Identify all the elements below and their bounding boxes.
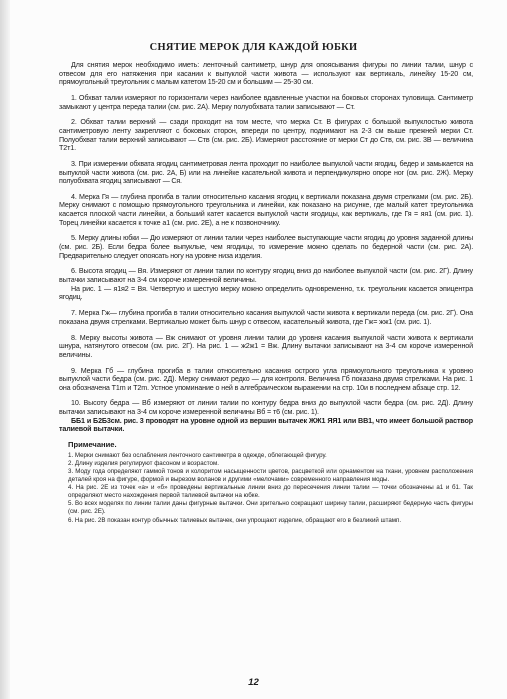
note-item: 4. На рис. 2Е из точек «а» и «б» проведены вертикальные линии вниз до пересечения линии талии — точки обозначены а1 и б1. Так определяют место нахождения первой талиевой вытачки на юбке. — [68, 484, 473, 500]
paragraph-hip-girth: 3. При измерении обхвата ягодиц сантиметровая лента проходит по наиболее выпуклой части ягодиц, бедер и замыкается на выпуклой части живота (см. рис. 2А, Б) или на линейке касательной живота и перпендикулярно опоре ног (см. рис. 2Ж). Мерку полуобхвата ягодиц записывают — Ся. — [59, 159, 473, 186]
note-item: 2. Длину изделия регулируют фасоном и возрастом. — [68, 460, 219, 468]
page-title: СНЯТИЕ МЕРОК ДЛЯ КАЖДОЙ ЮБКИ — [149, 42, 358, 53]
note-item: 3. Моду года определяют гаммой тонов и колоритом насыщенности цветов, расцветкой или орнаментом на ткани, уровнем расположения деталей кроя на фигуре, формой и вырезом воланов и другими «мелочами» современного направления моды. — [68, 468, 473, 484]
paragraph-hip-height: 6. Высота ягодиц — Вя. Измеряют от линии талии по контуру ягодиц вниз до наиболее выпуклой части (см. рис. 2Г). Длину вытачки записывают на 3-4 см короче измеренной величины. — [59, 267, 473, 284]
paragraph-upper-waist-girth: 2. Обхват талии верхний — сзади проходит на том месте, что мерка Ст. В фигурах с большой выпуклостью живота сантиметровую ленту закрепляют с боковых сторон, впереди по центру, поднимают на 2-3 см выше прежней мерки Ст. Полуобхват талии верхний записывают — Ств (см. рис. 2Б). Измеряют расстояние от мерки Ст до Ств, см. рис. 3В — величина Т2т1. — [59, 118, 473, 153]
paragraph-thigh-depth: 9. Мерка Гб — глубина прогиба в талии относительно касания острого угла прямоугольного треугольника к уровню выпуклой части бедра (см. рис. 2Д). Мерку снимают редко — для контроля. Величина Гб показана двумя стрелками. На рис. 1 она обозначена Т1m и Т2m. Устное упоминание о ней в алгебраическом выражении на стр. 10и в последнем абзаце стр. 12. — [59, 366, 473, 392]
paragraph-belly-height: 8. Мерку высоты живота — Вж снимают от уровня линии талии до уровня касания выпуклой части живота к вертикали шнура, натянутого отвесом (см. рис. 2Г). На рис. 1 — ж2ж1 = Вж. Длину вытачки записывают на 3-4 см короче измеренной величины. — [59, 333, 473, 359]
page-content — [59, 61, 473, 525]
paragraph-belly-depth: 7. Мерка Гж— глубина прогиба в талии относительно касания выпуклой части живота к вертикали переда (см. рис. 2Г). Она показана двумя стрелками. Вертикалью может быть шнур с отвесом, касательный живота, где Гж= жж1 (см. рис. 1). — [59, 309, 473, 326]
paragraph-skirt-length: 5. Мерку длины юбки — Дю измеряют от линии талии через наиболее выступающие части ягодиц до уровня заданной длины (см. рис. 2Б). Если бедра более выпуклые, чем ягодицы, то измерение можно сделать по бедерной части (см. рис. 2А). Предварительно следует опоясать ногу на уровне низа изделия. — [59, 234, 473, 260]
paragraph-thigh-height: 10. Высоту бедра — Вб измеряют от линии талии по контуру бедра вниз до выпуклой части бедра (см. рис. 2Д). Длину вытачки записывают на 3-4 см короче измеренной величины Вб = т6 (см. рис. 1). — [59, 399, 473, 417]
paragraph-hip-height-note: На рис. 1 — я1я2 = Вя. Четвертую и шестую мерку можно определить одновременно, т.к. треугольник касается эпицентра ягодиц. — [59, 284, 473, 302]
notes-list — [59, 452, 473, 525]
note-item: 6. На рис. 2В показан контур обычных талиевых вытачек, они упрощают изделие, обращают его в безликий штамп. — [68, 516, 402, 524]
page-binding-shadow — [0, 0, 10, 699]
note-item: 1. Мерки снимают без ослабления ленточного сантиметра в одежде, облегающей фигуру. — [68, 451, 327, 459]
intro-paragraph: Для снятия мерок необходимо иметь: ленточный сантиметр, шнур для опоясывания фигуры по линии талии, шнур с отвесом для его натяжения при касании к выпуклой части живота — используют как вертикаль, линейку 15-20 см, прямоугольный треугольник с малым катетом 15-20 см и большим — 25-30 см. — [59, 61, 473, 87]
paragraph-dart-level: ББ1 и Б2Б3см. рис. 3 проводят на уровне одной из вершин вытачек ЖЖ1 ЯЯ1 или ВВ1, что имеет большой раствор талиевой вытачки. — [59, 416, 473, 434]
paragraph-waist-girth: 1. Обхват талии измеряют по горизонтали через наиболее вдавленные участки на боковых сторонах туловища. Сантиметр замыкают у центра переда талии (см. рис. 2А). Мерку полуобхвата талии записывают — Ст. — [59, 93, 473, 111]
page-number: 12 — [248, 677, 259, 688]
notes-title: Примечание. — [68, 440, 117, 450]
note-item: 5. Во всех моделях по линии талии даны фигурные вытачки. Они зрительно сокращают ширину талии, расширяют бедерную часть фигуры (см. рис. 2Е). — [68, 500, 473, 516]
paragraph-waist-depth-hips: 4. Мерка Гя — глубина прогиба в талии относительно касания ягодиц к вертикали показана двумя стрелками (см. рис. 2Б). Мерку снимают с помощью прямоугольного треугольника и линейки, как показано на рисунке, где малый катет треугольника касается плоской части линейки, а больший катет касается выпуклой части ягодицы, как вертикаль, где Гя = яя1 (см. рис. 1). Торец линейки касается к точке а1 (см. рис. 2Е), а не к позвоночнику. — [59, 192, 473, 227]
